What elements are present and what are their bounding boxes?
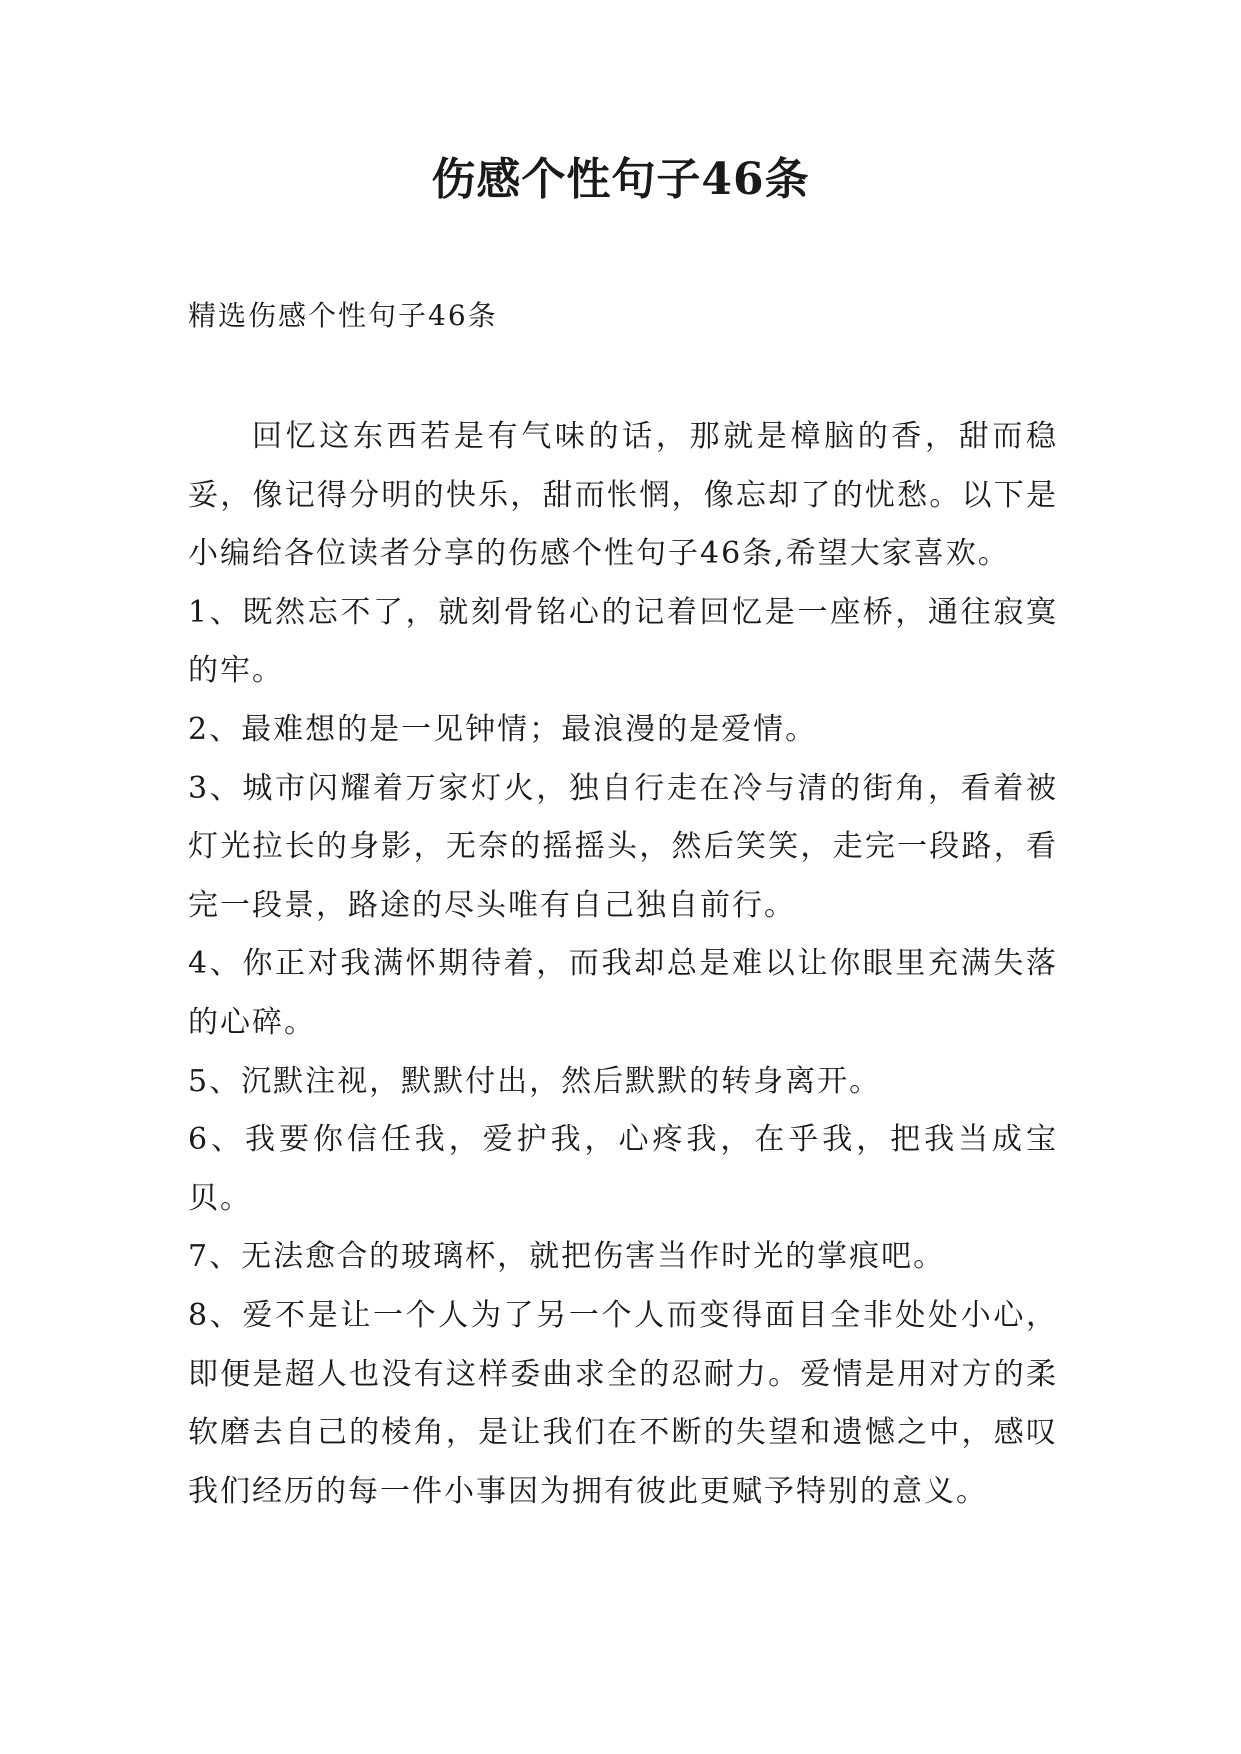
intro-paragraph: 回忆这东西若是有气味的话，那就是樟脑的香，甜而稳妥，像记得分明的快乐，甜而怅惘，像忘却了的忧愁。以下是小编给各位读者分享的伤感个性句子46条,希望大家喜欢。 bbox=[188, 419, 1058, 572]
list-item: 4、你正对我满怀期待着，而我却总是难以让你眼里充满失落的心碎。 bbox=[188, 946, 1058, 1040]
list-item: 7、无法愈合的玻璃杯，就把伤害当作时光的掌痕吧。 bbox=[188, 1239, 946, 1275]
list-item: 8、爱不是让一个人为了另一个人而变得面目全非处处小心，即便是超人也没有这样委曲求全的忍耐力。爱情是用对方的柔软磨去自己的棱角，是让我们在不断的失望和遗憾之中，感叹我们经历的每一件小事因为拥有彼此更赋予特别的意义。 bbox=[188, 1297, 1058, 1509]
list-item: 2、最难想的是一见钟情；最浪漫的是爱情。 bbox=[188, 711, 818, 747]
document-title: 伤感个性句子46条 bbox=[431, 154, 810, 205]
list-item: 3、城市闪耀着万家灯火，独自行走在冷与清的街角，看着被灯光拉长的身影，无奈的摇摇头，然后笑笑，走完一段路，看完一段景，路途的尽头唯有自己独自前行。 bbox=[188, 770, 1058, 923]
document-subtitle: 精选伤感个性句子46条 bbox=[188, 299, 498, 332]
list-item: 1、既然忘不了，就刻骨铭心的记着回忆是一座桥，通往寂寞的牢。 bbox=[188, 594, 1058, 689]
document-body bbox=[188, 408, 1058, 1521]
list-item: 5、沉默注视，默默付出，然后默默的转身离开。 bbox=[188, 1063, 882, 1099]
list-item: 6、我要你信任我，爱护我，心疼我，在乎我，把我当成宝贝。 bbox=[188, 1122, 1058, 1216]
